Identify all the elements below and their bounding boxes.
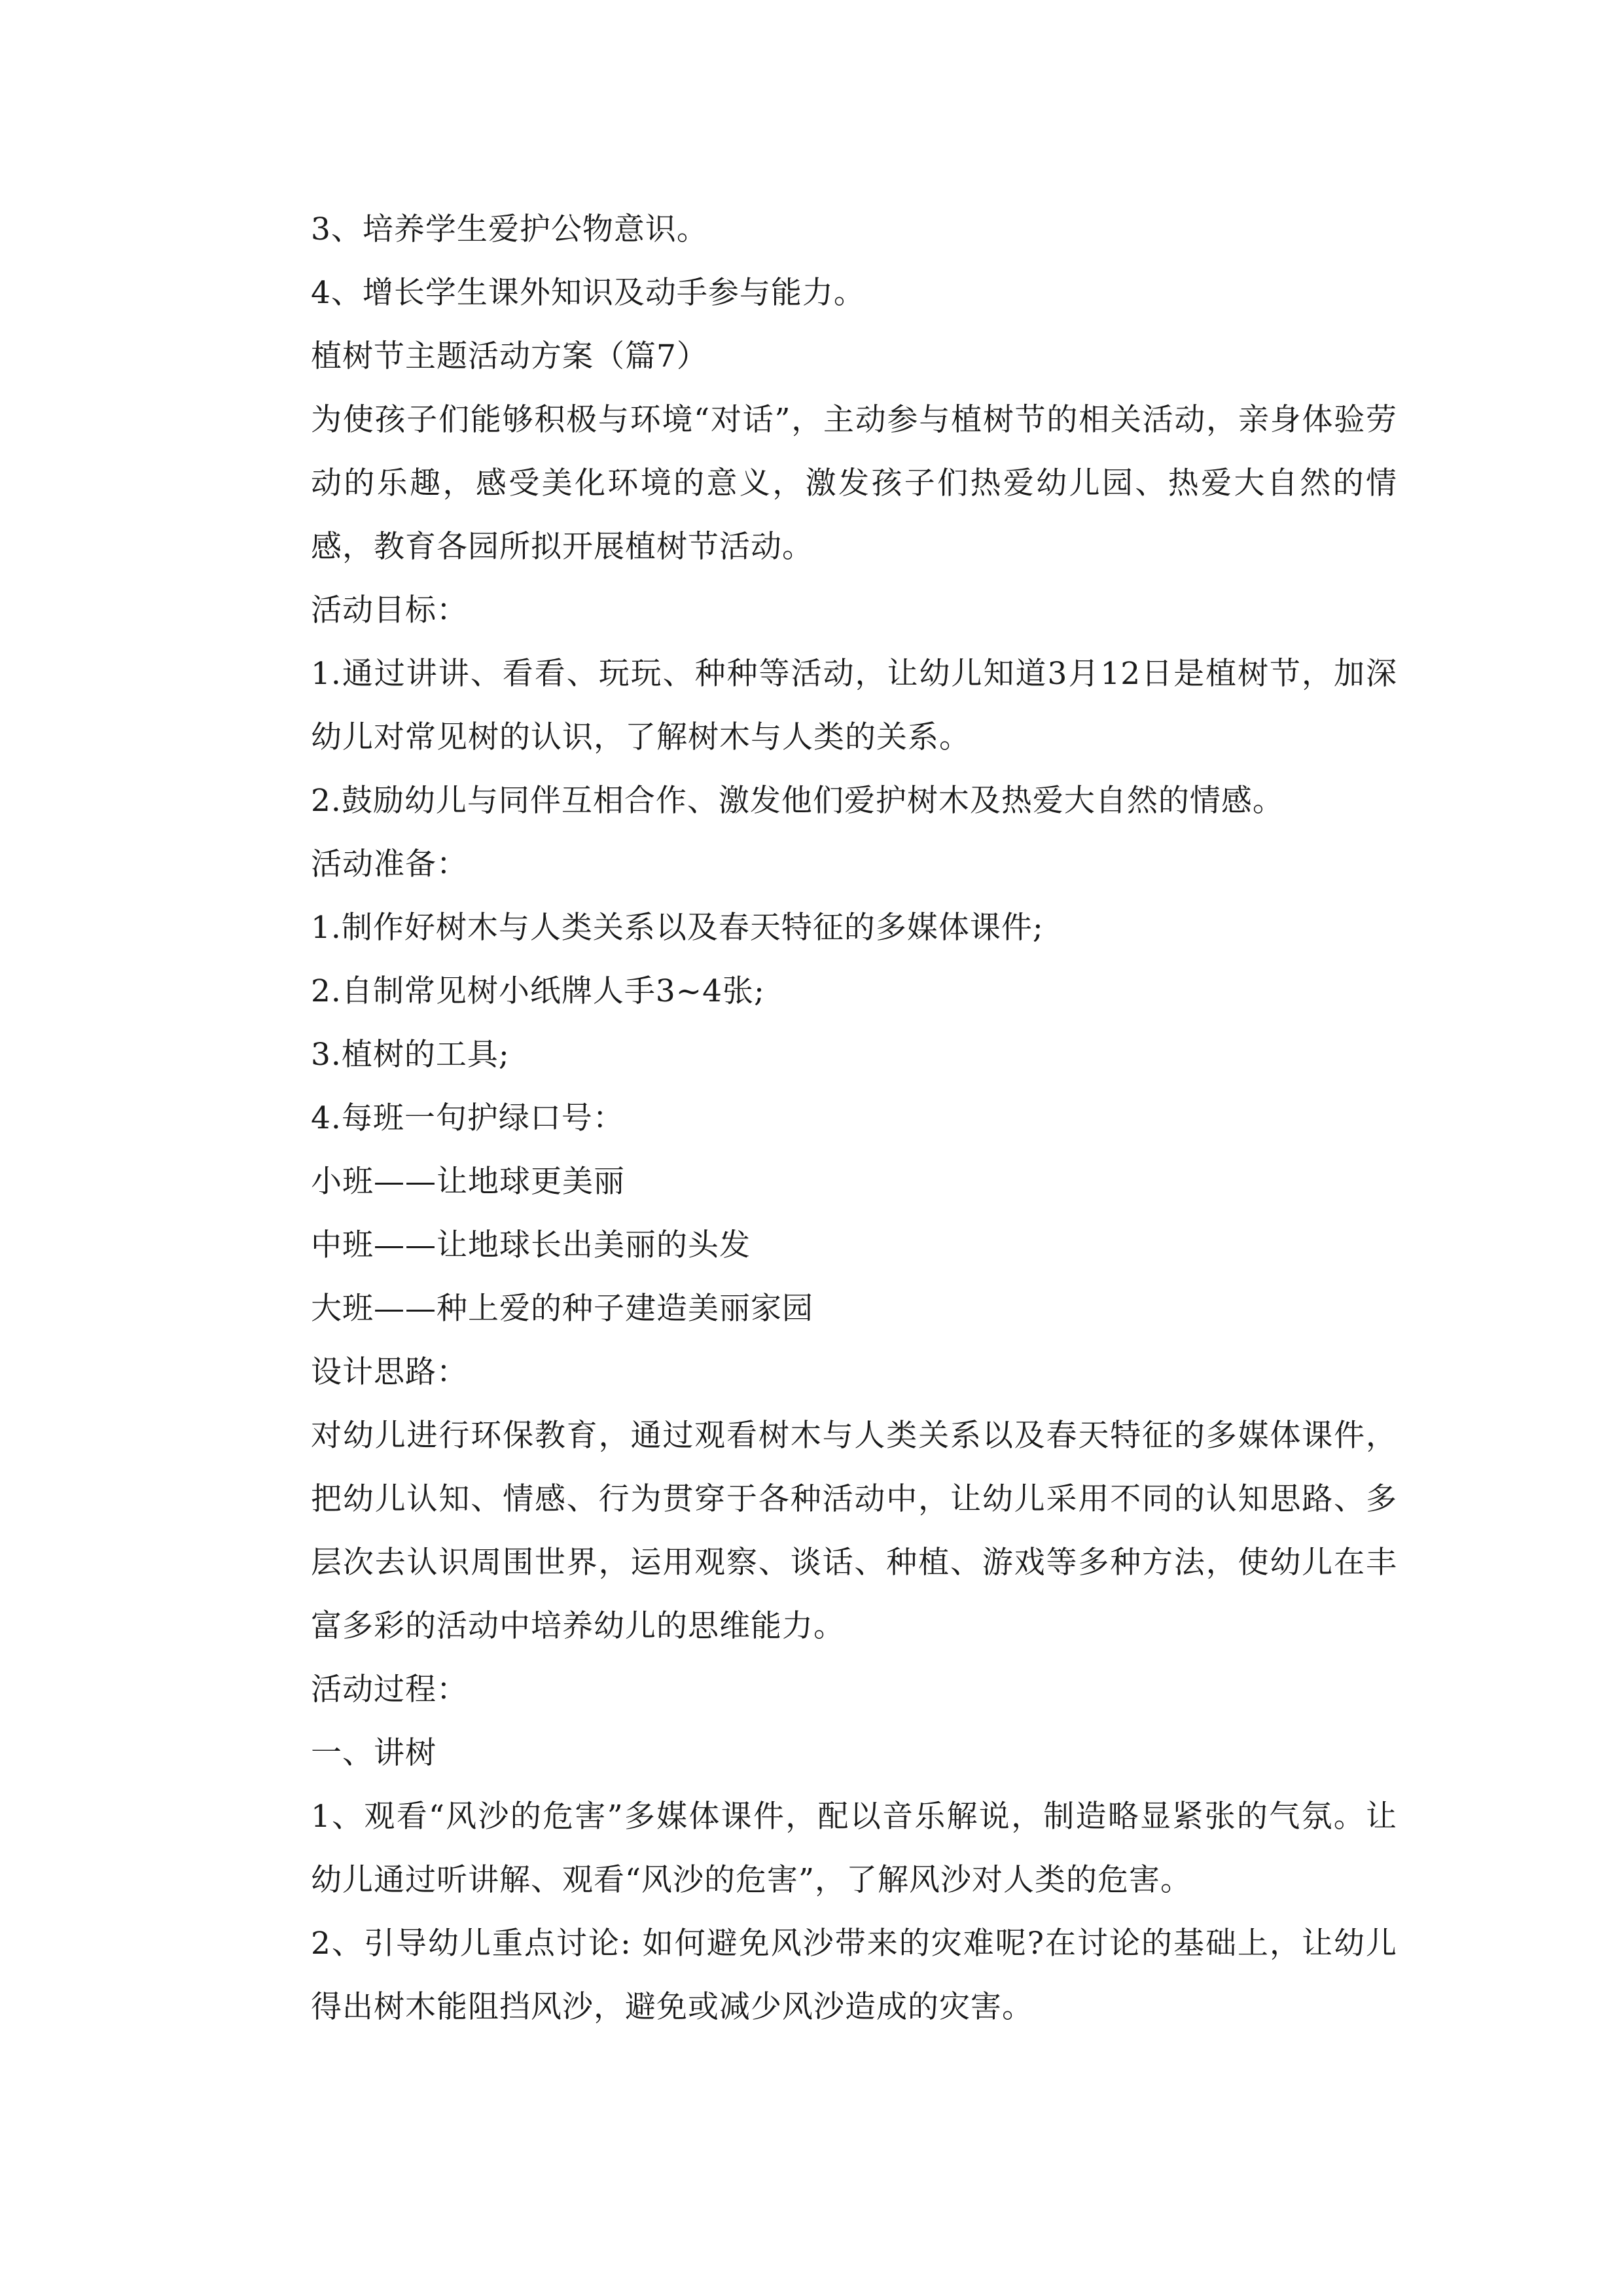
paragraph: 2.鼓励幼儿与同伴互相合作、激发他们爱护树木及热爱大自然的情感。 — [311, 783, 1284, 819]
section-heading: 设计思路： — [311, 1354, 468, 1390]
paragraph: 对幼儿进行环保教育，通过观看树木与人类关系以及春天特征的多媒体课件，把幼儿认知、情感、行为贯穿于各种活动中，让幼儿采用不同的认知思路、多层次去认识周围世界，运用观察、谈话、种植、游戏等多种方法，使幼儿在丰富多彩的活动中培养幼儿的思维能力。 — [311, 1418, 1397, 1644]
document-body — [245, 198, 1397, 2039]
slogan-line: 中班——让地球长出美丽的头发 — [311, 1227, 751, 1263]
subsection-heading: 一、讲树 — [311, 1735, 437, 1771]
slogan-line: 小班——让地球更美丽 — [311, 1164, 625, 1200]
list-item: 4.每班一句护绿口号： — [311, 1100, 624, 1136]
section-heading: 活动目标： — [311, 592, 468, 628]
section-heading: 活动过程： — [311, 1672, 468, 1708]
paragraph: 4、增长学生课外知识及动手参与能力。 — [311, 275, 865, 311]
paragraph: 为使孩子们能够积极与环境“对话”，主动参与植树节的相关活动，亲身体验劳动的乐趣，感受美化环境的意义，激发孩子们热爱幼儿园、热爱大自然的情感，教育各园所拟开展植树节活动。 — [311, 402, 1397, 565]
paragraph: 1.通过讲讲、看看、玩玩、种种等活动，让幼儿知道3月12日是植树节，加深幼儿对常见树的认识，了解树木与人类的关系。 — [311, 656, 1397, 755]
list-item: 2.自制常见树小纸牌人手3~4张; — [311, 973, 765, 1009]
section-heading: 活动准备： — [311, 846, 468, 882]
paragraph: 3、培养学生爱护公物意识。 — [311, 211, 708, 247]
paragraph: 1、观看“风沙的危害”多媒体课件，配以音乐解说，制造略显紧张的气氛。让幼儿通过听讲解、观看“风沙的危害”，了解风沙对人类的危害。 — [311, 1799, 1397, 1898]
paragraph: 2、引导幼儿重点讨论: 如何避免风沙带来的灾难呢?在讨论的基础上，让幼儿得出树木能阻挡风沙，避免或减少风沙造成的灾害。 — [311, 1926, 1397, 2025]
list-item: 1.制作好树木与人类关系以及春天特征的多媒体课件; — [311, 910, 1044, 946]
slogan-line: 大班——种上爱的种子建造美丽家园 — [311, 1291, 813, 1327]
list-item: 3.植树的工具; — [311, 1037, 510, 1073]
section-title: 植树节主题活动方案（篇7） — [311, 338, 708, 374]
